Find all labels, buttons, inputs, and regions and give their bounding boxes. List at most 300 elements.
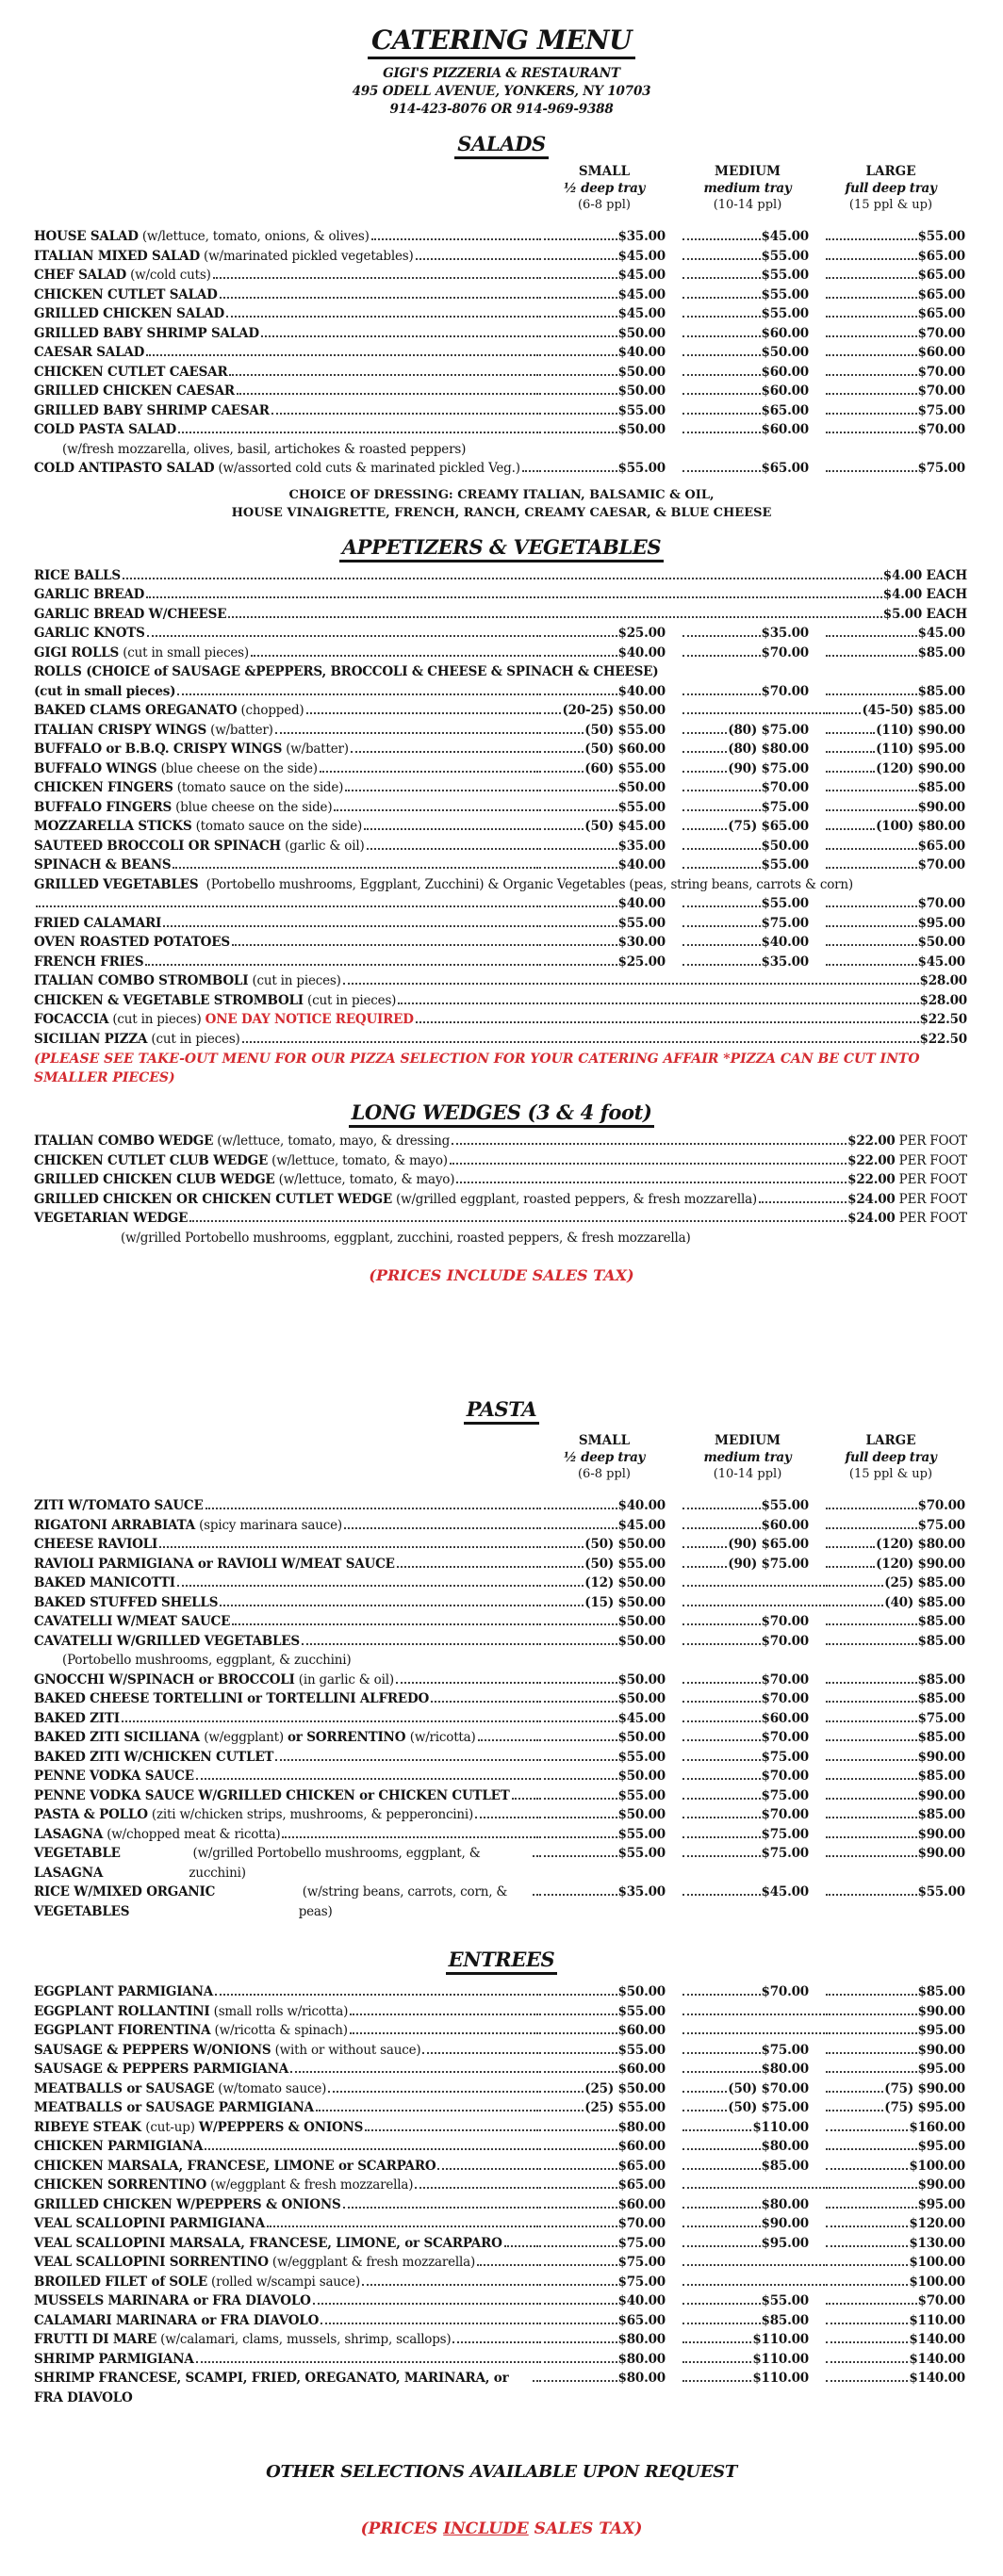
dot-leader xyxy=(364,828,538,830)
item-name: GARLIC BREAD W/CHEESE xyxy=(34,606,227,622)
price-value: $50.00 xyxy=(617,1614,666,1629)
dot-leader xyxy=(321,2323,538,2324)
price-value: $28.00 xyxy=(919,973,967,988)
item-name: MUSSELS MARINARA or FRA DIAVOLO xyxy=(34,2293,311,2308)
dot-leader xyxy=(826,1720,917,1722)
dot-leader xyxy=(826,964,917,966)
price-value: $65.00 xyxy=(617,2158,666,2174)
dot-leader xyxy=(826,2361,908,2363)
price-value: (100) $80.00 xyxy=(876,819,965,834)
price-cell-small xyxy=(539,324,682,344)
price-cell-medium xyxy=(682,712,826,718)
item-description: (w/batter) xyxy=(206,722,273,738)
menu-item-row xyxy=(34,1805,969,1825)
price-value: $85.00 xyxy=(917,1730,965,1745)
price-cell-small xyxy=(539,2021,682,2041)
dot-leader xyxy=(682,790,761,791)
price-cell-small xyxy=(539,914,682,934)
dot-leader xyxy=(682,1798,761,1800)
item-name: GRILLED CHICKEN SALAD xyxy=(34,306,225,321)
item-name: ZITI W/TOMATO SAUCE xyxy=(34,1498,204,1513)
price-cell-medium xyxy=(682,2060,826,2079)
menu-item-row xyxy=(34,1030,969,1050)
dot-leader xyxy=(826,771,875,773)
menu-item-row xyxy=(34,363,969,383)
dot-leader xyxy=(539,1817,617,1818)
menu-item-row xyxy=(34,2137,969,2157)
price-value: (20-25) $50.00 xyxy=(562,703,666,718)
price-value: $55.00 xyxy=(617,2042,666,2058)
price-value: $75.00 xyxy=(917,402,965,418)
price-value: $40.00 xyxy=(617,683,666,699)
price-cell-large xyxy=(826,1982,969,2002)
price-value: $140.00 xyxy=(909,2351,965,2367)
item-description: (chopped) xyxy=(237,703,304,718)
dot-leader xyxy=(206,1508,538,1509)
price-cell-large xyxy=(826,778,969,798)
price-value: $35.00 xyxy=(761,954,809,970)
dot-leader xyxy=(539,790,617,791)
menu-item-row xyxy=(34,2369,969,2407)
menu-item-row xyxy=(34,1632,969,1652)
dot-leader xyxy=(826,2187,917,2189)
dot-leader xyxy=(826,2303,917,2305)
dot-leader xyxy=(313,2303,538,2305)
price-cell-large xyxy=(826,2157,969,2177)
price-cell-small xyxy=(539,2214,682,2234)
price-value: $22.00 PER FOOT xyxy=(847,1172,967,1187)
item-name: BAKED STUFFED SHELLS xyxy=(34,1594,219,1610)
dot-leader xyxy=(228,616,881,618)
price-value: $100.00 xyxy=(909,2255,965,2270)
menu-item-row xyxy=(34,1786,969,1806)
price-cell-medium xyxy=(682,2137,826,2157)
dot-leader xyxy=(504,2245,538,2247)
item-name: RIGATONI ARRABIATA xyxy=(34,1517,195,1533)
price-cell-small xyxy=(539,227,682,247)
item-name: FOCACCIA xyxy=(34,1012,109,1027)
price-cell-large xyxy=(826,2234,969,2254)
item-name: CHICKEN SORRENTINO xyxy=(34,2177,207,2193)
price-value: $50.00 xyxy=(617,1769,666,1784)
price-value: $60.00 xyxy=(761,1517,809,1533)
price-value: $75.00 xyxy=(761,799,809,815)
price-cell-medium xyxy=(682,1516,826,1536)
dot-leader xyxy=(533,1855,538,1857)
price-unit: PER FOOT xyxy=(895,1191,967,1207)
column-header-large: LARGE full deep tray (15 ppl & up) xyxy=(845,1433,937,1481)
price-cell-small xyxy=(539,740,682,759)
price-cell-large xyxy=(826,2118,969,2138)
price-cell-large xyxy=(826,2350,969,2370)
dot-leader xyxy=(682,2341,751,2343)
price-value: $50.00 xyxy=(617,364,666,380)
price-cell-medium xyxy=(682,837,826,856)
price-value: $110.00 xyxy=(909,2312,965,2328)
price-cell-small xyxy=(539,2234,682,2254)
dot-leader xyxy=(682,1836,761,1838)
price-value: $50.00 xyxy=(617,1671,666,1687)
dot-leader xyxy=(267,2225,538,2227)
price-value: $22.00 PER FOOT xyxy=(847,1133,967,1149)
menu-item-row xyxy=(34,401,969,421)
dot-leader xyxy=(539,2014,617,2015)
price-value: $80.00 xyxy=(761,2196,809,2212)
dot-leader xyxy=(682,1643,761,1645)
dot-leader xyxy=(539,2380,617,2382)
price-cell-large xyxy=(826,1689,969,1709)
price-column-headers xyxy=(34,1432,969,1483)
dot-leader xyxy=(682,2323,761,2324)
menu-item-row xyxy=(34,1748,969,1768)
item-description: (w/chopped meat & ricotta) xyxy=(103,1826,281,1842)
price-cell-small xyxy=(539,2041,682,2061)
price-value: $70.00 xyxy=(761,1807,809,1822)
dot-leader xyxy=(539,238,617,240)
price-cell-large xyxy=(826,1728,969,1748)
price-value: $45.00 xyxy=(617,248,666,264)
dot-leader xyxy=(539,335,617,337)
item-name: ITALIAN COMBO WEDGE xyxy=(34,1133,214,1149)
price-value: $85.00 xyxy=(917,1769,965,1784)
price-value: (75) $65.00 xyxy=(728,819,809,834)
dot-leader xyxy=(539,1836,617,1838)
restaurant-name: GIGI'S PIZZERIA & RESTAURANT xyxy=(383,66,620,81)
dot-leader xyxy=(539,1546,584,1548)
price-cell-large xyxy=(826,2079,969,2099)
dot-leader xyxy=(826,2284,908,2286)
price-value: $40.00 xyxy=(761,935,809,950)
price-value: $70.00 xyxy=(917,422,965,437)
price-cell-small xyxy=(539,2369,682,2389)
price-value: $35.00 xyxy=(617,838,666,854)
dot-leader xyxy=(682,258,761,260)
dot-leader xyxy=(682,1546,727,1548)
price-cell-medium xyxy=(682,817,826,837)
price-value: $55.00 xyxy=(617,1749,666,1765)
price-cell-medium xyxy=(682,1805,826,1825)
price-value: $85.00 xyxy=(917,1807,965,1822)
dot-leader xyxy=(539,354,617,356)
price-cell-large xyxy=(826,343,969,363)
price-cell-large xyxy=(826,1496,969,1516)
dot-leader xyxy=(437,2168,538,2170)
price-value: $90.00 xyxy=(917,1749,965,1765)
price-value: $95.00 xyxy=(917,915,965,931)
dot-leader xyxy=(826,1605,883,1606)
price-value: $60.00 xyxy=(617,2023,666,2038)
price-value: $40.00 xyxy=(617,345,666,360)
item-name: CHICKEN CUTLET CAESAR xyxy=(34,364,228,380)
menu-item-row xyxy=(34,1535,969,1555)
price-value: (60) $55.00 xyxy=(584,760,666,776)
dot-leader xyxy=(682,2303,761,2305)
price-value: $5.00 EACH xyxy=(882,606,967,622)
price-value: $70.00 xyxy=(761,1691,809,1706)
price-unit: PER FOOT xyxy=(895,1172,967,1187)
price-cell-large xyxy=(826,2041,969,2061)
price-cell-large xyxy=(826,1535,969,1555)
dot-leader xyxy=(826,2168,908,2170)
price-cell-small xyxy=(539,1671,682,1690)
menu-item-row xyxy=(34,2157,969,2177)
price-value: (25) $50.00 xyxy=(584,2080,666,2096)
menu-item-row xyxy=(34,1689,969,1709)
dot-leader xyxy=(334,809,538,811)
price-value: $24.00 PER FOOT xyxy=(847,1211,967,1226)
price-value: $55.00 xyxy=(761,896,809,911)
dot-leader xyxy=(163,925,538,927)
dot-leader xyxy=(539,2032,617,2034)
price-cell-medium xyxy=(682,285,826,305)
item-name: SAUTEED BROCCOLI OR SPINACH xyxy=(34,838,281,854)
price-value: $95.00 xyxy=(761,2235,809,2251)
price-value: $35.00 xyxy=(761,626,809,641)
dot-leader xyxy=(682,655,761,657)
dot-leader xyxy=(826,2245,908,2247)
price-cell-large xyxy=(826,266,969,285)
dot-leader xyxy=(682,354,761,356)
price-cell-large xyxy=(826,227,969,247)
price-value: $70.00 xyxy=(761,1769,809,1784)
item-description: (w/grilled Portobello mushrooms, eggplant, & zucchini) xyxy=(189,1846,485,1881)
dot-leader xyxy=(826,693,917,695)
dot-leader xyxy=(242,1041,919,1043)
item-description: (w/lettuce, tomato, mayo, & dressing xyxy=(213,1133,451,1149)
item-description: (w/ricotta) xyxy=(409,1730,476,1745)
item-name: SPINACH & BEANS xyxy=(34,857,172,872)
menu-item-row xyxy=(34,817,969,837)
dot-leader xyxy=(452,2341,538,2343)
dot-leader xyxy=(415,2187,538,2189)
menu-item-row xyxy=(34,324,969,344)
dot-leader xyxy=(682,2187,825,2189)
menu-item-row xyxy=(34,2195,969,2215)
dot-leader xyxy=(512,1798,538,1800)
dot-leader xyxy=(826,925,917,927)
item-name: BUFFALO WINGS xyxy=(34,760,157,776)
menu-item-row xyxy=(34,2234,969,2254)
dot-leader xyxy=(539,2207,617,2209)
dot-leader xyxy=(539,2168,617,2170)
price-cell-medium xyxy=(682,914,826,934)
item-description: (with or without sauce) xyxy=(271,2042,421,2058)
price-value: $45.00 xyxy=(617,1517,666,1533)
item-name: GRILLED CHICKEN W/PEPPERS & ONIONS xyxy=(34,2196,341,2212)
dot-leader xyxy=(539,1759,617,1761)
dot-leader xyxy=(682,297,761,299)
dot-leader xyxy=(682,374,761,376)
dot-leader xyxy=(826,432,917,433)
price-cell-large xyxy=(826,2098,969,2118)
price-value: $85.00 xyxy=(917,644,965,660)
dot-leader xyxy=(539,2245,617,2247)
price-value: $55.00 xyxy=(617,799,666,815)
dot-leader xyxy=(539,2187,617,2189)
price-value: $60.00 xyxy=(617,2196,666,2212)
dot-leader xyxy=(826,2225,908,2227)
menu-item-row xyxy=(34,585,969,605)
price-value: $90.00 xyxy=(917,799,965,815)
price-cell-large xyxy=(826,247,969,267)
item-name: ITALIAN COMBO STROMBOLI xyxy=(34,973,249,988)
price-value: $55.00 xyxy=(761,2293,809,2308)
price-value: $55.00 xyxy=(761,248,809,264)
dot-leader xyxy=(682,238,761,240)
dot-leader xyxy=(826,1739,917,1741)
price-cell-large xyxy=(826,363,969,383)
menu-sections xyxy=(34,132,969,2407)
item-name: EGGPLANT PARMIGIANA xyxy=(34,1984,214,1999)
price-value: $55.00 xyxy=(761,857,809,872)
dot-leader xyxy=(539,1682,617,1684)
price-cell-large xyxy=(826,2291,969,2311)
item-description: (tomato sauce on the side) xyxy=(173,780,344,795)
price-cell-medium xyxy=(682,2214,826,2234)
menu-item-row xyxy=(34,1209,969,1229)
price-value: $45.00 xyxy=(761,229,809,244)
dot-leader xyxy=(343,983,919,985)
dot-leader xyxy=(682,2071,761,2073)
dot-leader xyxy=(759,1201,847,1203)
item-description: (garlic & oil) xyxy=(280,838,365,854)
item-name: GARLIC BREAD xyxy=(34,587,145,602)
price-value: $60.00 xyxy=(761,1710,809,1726)
dot-leader xyxy=(682,2245,761,2247)
dot-leader xyxy=(682,1739,761,1741)
price-cell-medium xyxy=(682,2350,826,2370)
menu-item-row xyxy=(34,1709,969,1729)
price-cell-medium xyxy=(682,740,826,759)
price-cell-medium xyxy=(682,2311,826,2331)
price-cell-small xyxy=(539,1612,682,1632)
price-cell-medium xyxy=(682,2118,826,2138)
dot-leader xyxy=(826,712,861,714)
price-cell-medium xyxy=(682,2291,826,2311)
dot-leader xyxy=(826,2380,908,2382)
dot-leader xyxy=(539,2148,617,2150)
item-sub-description: (Portobello mushrooms, eggplant, & zucchini) xyxy=(62,1653,352,1668)
price-cell-small xyxy=(539,2118,682,2138)
dot-leader xyxy=(539,732,584,734)
price-cell-medium xyxy=(682,2079,826,2099)
price-cell-large xyxy=(826,682,969,702)
dot-leader xyxy=(682,867,761,869)
price-value: $140.00 xyxy=(909,2371,965,2386)
item-name: BUFFALO FINGERS xyxy=(34,799,173,815)
item-name: COLD PASTA SALAD xyxy=(34,422,176,437)
dot-leader xyxy=(682,2380,751,2382)
menu-item-row xyxy=(34,1496,969,1516)
dot-leader xyxy=(416,1021,919,1023)
item-description: (cut in pieces) xyxy=(303,992,397,1008)
dot-leader xyxy=(826,828,875,830)
menu-item-row xyxy=(34,682,969,702)
price-value: $70.00 xyxy=(761,1614,809,1629)
dot-leader xyxy=(475,1817,538,1818)
menu-item-row xyxy=(34,605,969,625)
item-name: MOZZARELLA STICKS xyxy=(34,819,192,834)
dot-leader xyxy=(539,374,617,376)
price-value: $25.00 xyxy=(617,626,666,641)
item-description: (cut-up) xyxy=(145,2119,199,2135)
menu-item-row xyxy=(34,285,969,305)
dot-leader xyxy=(533,1894,538,1896)
item-description: (small rolls w/ricotta) xyxy=(209,2003,349,2019)
dot-leader xyxy=(306,712,538,714)
dot-leader xyxy=(826,2091,883,2093)
price-cell-small xyxy=(539,1632,682,1652)
dot-leader xyxy=(539,2091,584,2093)
price-cell-medium xyxy=(682,2098,826,2118)
section-note: CHOICE OF DRESSING: CREAMY ITALIAN, BALSAMIC & OIL, HOUSE VINAIGRETTE, FRENCH, RANCH, CREAMY CAESAR, & BLUE CHEESE xyxy=(231,487,772,520)
price-cell-small xyxy=(539,701,682,721)
dot-leader xyxy=(177,693,538,695)
price-cell-medium xyxy=(682,343,826,363)
dot-leader xyxy=(682,809,761,811)
price-cell-small xyxy=(539,1535,682,1555)
dot-leader xyxy=(362,2284,538,2286)
dot-leader xyxy=(196,1778,538,1780)
dot-leader xyxy=(826,867,917,869)
price-cell-medium xyxy=(682,1728,826,1748)
item-name: VEAL SCALLOPINI SORRENTINO xyxy=(34,2255,269,2270)
price-cell-small xyxy=(539,2253,682,2273)
item-name: GRILLED CHICKEN OR CHICKEN CUTLET WEDGE xyxy=(34,1191,392,1207)
dot-leader xyxy=(682,277,761,279)
price-cell-small xyxy=(539,2176,682,2195)
price-cell-medium xyxy=(682,1605,826,1610)
item-name: RIBEYE STEAK xyxy=(34,2119,146,2135)
price-value: $60.00 xyxy=(761,383,809,399)
item-name: BAKED ZITI xyxy=(34,1710,120,1726)
price-cell-small xyxy=(539,304,682,324)
menu-item-row xyxy=(34,1844,969,1883)
price-value: $50.00 xyxy=(617,1633,666,1649)
menu-item-row xyxy=(34,382,969,401)
item-name: CHICKEN PARMIGIANA xyxy=(34,2139,204,2154)
price-value: $100.00 xyxy=(909,2274,965,2290)
price-cell-large xyxy=(826,721,969,741)
price-cell-medium xyxy=(682,324,826,344)
dot-leader xyxy=(539,470,617,472)
dot-leader xyxy=(682,1605,825,1606)
price-cell-small xyxy=(539,343,682,363)
dot-leader xyxy=(682,848,761,850)
price-cell-large xyxy=(826,1767,969,1786)
item-name: BAKED MANICOTTI xyxy=(34,1575,175,1590)
dot-leader xyxy=(826,2052,917,2054)
price-value: $140.00 xyxy=(909,2332,965,2347)
dot-leader xyxy=(539,1566,584,1568)
item-name: SHRIMP FRANCESE, SCAMPI, FRIED, OREGANATO, MARINARA, or FRA DIAVOLO xyxy=(34,2371,513,2405)
item-description: (cut in small pieces) xyxy=(119,644,249,660)
dot-leader xyxy=(826,2129,908,2131)
price-value: $55.00 xyxy=(917,1884,965,1899)
price-cell-medium xyxy=(682,2284,826,2290)
price-cell-small xyxy=(539,1786,682,1806)
menu-item-row xyxy=(34,2350,969,2370)
dot-leader xyxy=(452,1143,847,1145)
menu-item-row xyxy=(34,2253,969,2273)
menu-item-row xyxy=(34,971,969,991)
menu-item-row xyxy=(34,1516,969,1536)
price-value: $50.00 xyxy=(617,1691,666,1706)
dot-leader xyxy=(173,867,538,869)
dot-leader xyxy=(533,2380,538,2382)
price-cell-large xyxy=(826,2330,969,2350)
price-cell-medium xyxy=(682,2041,826,2061)
